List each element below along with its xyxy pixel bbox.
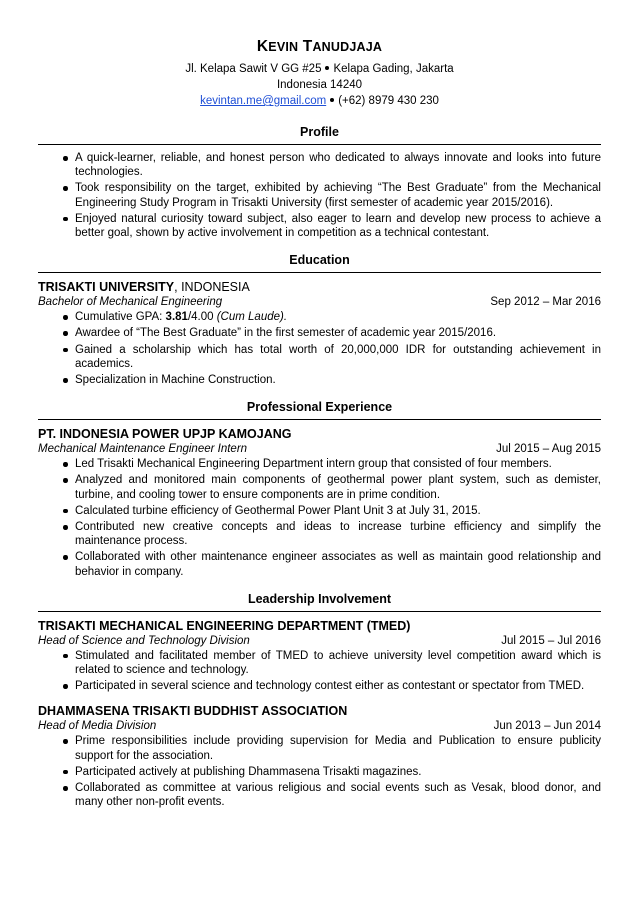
list-item: Specialization in Machine Construction. bbox=[38, 373, 601, 387]
education-org: TRISAKTI UNIVERSITY, INDONESIA bbox=[38, 280, 250, 295]
list-item: Analyzed and monitored main components of geothermal power plant system, such as demister, turbine, and cooling tower to ensure components are in prime condition. bbox=[38, 473, 601, 501]
phone-number: (+62) 8979 430 230 bbox=[338, 95, 439, 107]
address-area: Kelapa Gading, Jakarta bbox=[333, 63, 454, 75]
list-item: Contributed new creative concepts and ideas to increase turbine efficiency and simplify the maintenance process. bbox=[38, 520, 601, 548]
education-list bbox=[38, 310, 601, 387]
candidate-name: KEVIN TANUDJAJA bbox=[256, 38, 383, 55]
list-item: Took responsibility on the target, exhibited by achieving “The Best Graduate” from the Mechanical Engineering Study Program in Trisakti University (first semester of academic year 2015/2016). bbox=[38, 181, 601, 209]
leadership-role: Head of Science and Technology Division bbox=[38, 634, 250, 647]
separator-dot-icon bbox=[325, 66, 329, 70]
list-item: Led Trisakti Mechanical Engineering Department intern group that consisted of four members. bbox=[38, 457, 601, 471]
email-link[interactable]: kevintan.me@gmail.com bbox=[200, 95, 327, 107]
experience-role-row bbox=[38, 442, 601, 457]
experience-org: PT. INDONESIA POWER UPJP KAMOJANG bbox=[38, 427, 292, 442]
list-item: Enjoyed natural curiosity toward subject, also eager to learn and develop new process to achieve a better goal, shown by active involvement in competition as a technical contestant. bbox=[38, 212, 601, 240]
experience-dates: Jul 2015 – Aug 2015 bbox=[496, 443, 601, 456]
section-divider bbox=[38, 272, 601, 273]
list-item: Cumulative GPA: 3.81/4.00 (Cum Laude). bbox=[38, 310, 601, 324]
list-item: Gained a scholarship which has total worth of 20,000,000 IDR for outstanding achievement in academics. bbox=[38, 343, 601, 371]
education-role-row bbox=[38, 295, 601, 310]
resume-header bbox=[38, 38, 601, 109]
list-item: Calculated turbine efficiency of Geothermal Power Plant Unit 3 at July 31, 2015. bbox=[38, 504, 601, 518]
leadership-role-row bbox=[38, 634, 601, 649]
section-divider bbox=[38, 419, 601, 420]
list-item: Collaborated with other maintenance engineer associates as well as maintain good relationship and behavior in company. bbox=[38, 550, 601, 578]
separator-dot-icon bbox=[330, 98, 334, 102]
leadership-dates: Jul 2015 – Jul 2016 bbox=[501, 634, 601, 647]
profile-list bbox=[38, 151, 601, 240]
experience-list bbox=[38, 457, 601, 579]
section-title-experience: Professional Experience bbox=[246, 400, 393, 415]
leadership-role-row bbox=[38, 719, 601, 734]
leadership-dates: Jun 2013 – Jun 2014 bbox=[493, 720, 601, 733]
leadership-org: TRISAKTI MECHANICAL ENGINEERING DEPARTMENT (TMED) bbox=[38, 618, 411, 633]
list-item: Prime responsibilities include providing supervision for Media and Publication to ensure publicity support for the association. bbox=[38, 734, 601, 762]
list-item: Awardee of “The Best Graduate” in the first semester of academic year 2015/2016. bbox=[38, 326, 601, 340]
section-title-leadership: Leadership Involvement bbox=[247, 591, 392, 606]
leadership-org: DHAMMASENA TRISAKTI BUDDHIST ASSOCIATION bbox=[38, 704, 348, 719]
section-title-education: Education bbox=[289, 253, 350, 268]
section-title-profile: Profile bbox=[300, 125, 339, 139]
address-street: Jl. Kelapa Sawit V GG #25 bbox=[185, 63, 322, 75]
contact-line bbox=[38, 93, 601, 109]
address-line bbox=[38, 61, 601, 77]
list-item: Participated actively at publishing Dhammasena Trisakti magazines. bbox=[38, 765, 601, 779]
list-item: Collaborated as committee at various religious and social events such as Vesak, blood donor, and many other non-profit events. bbox=[38, 781, 601, 809]
section-divider bbox=[38, 144, 601, 145]
list-item: Stimulated and facilitated member of TMED to achieve university level competition award which is related to science and technology. bbox=[38, 649, 601, 677]
address-city: Indonesia 14240 bbox=[276, 79, 363, 91]
leadership-list bbox=[38, 734, 601, 809]
experience-role: Mechanical Maintenance Engineer Intern bbox=[38, 443, 248, 456]
leadership-role: Head of Media Division bbox=[38, 720, 157, 733]
degree: Bachelor of Mechanical Engineering bbox=[38, 296, 223, 309]
list-item: A quick-learner, reliable, and honest person who dedicated to always innovate and looks into future technologies. bbox=[38, 151, 601, 179]
section-divider bbox=[38, 611, 601, 612]
leadership-list bbox=[38, 649, 601, 694]
resume-content bbox=[38, 38, 601, 811]
list-item: Participated in several science and technology contest either as contestant or spectator from TMED. bbox=[38, 679, 601, 693]
education-dates: Sep 2012 – Mar 2016 bbox=[490, 296, 601, 309]
